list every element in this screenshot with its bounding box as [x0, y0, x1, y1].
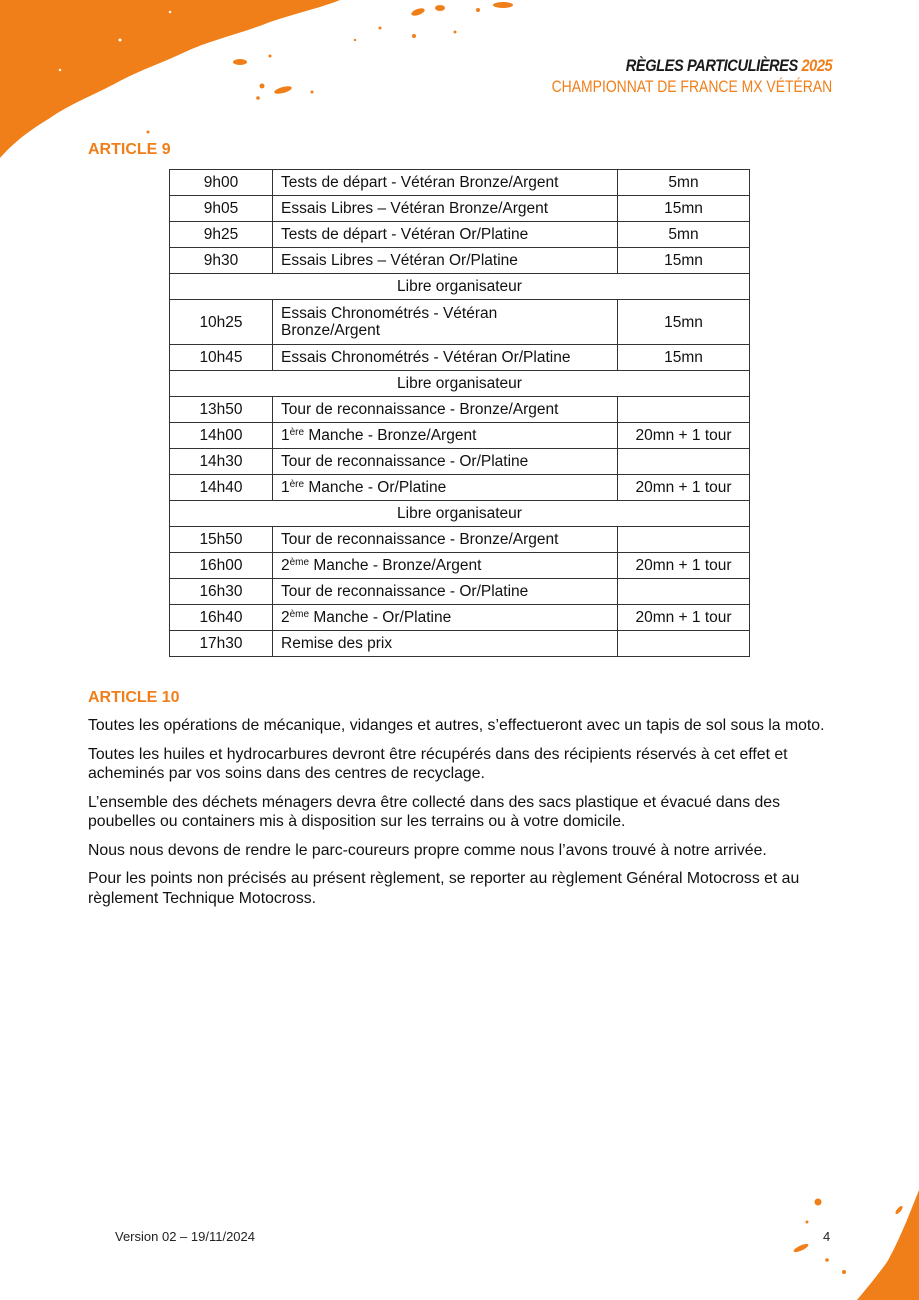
article-10-body	[88, 716, 836, 917]
description-text: Essais Libres – Vétéran Bronze/Argent	[281, 200, 549, 217]
table-row	[170, 579, 750, 605]
table-row	[170, 248, 750, 274]
schedule-table	[169, 169, 750, 657]
table-row	[170, 196, 750, 222]
table-row	[170, 345, 750, 371]
ordinal-suffix: ère	[289, 479, 305, 490]
description-text: Tour de reconnaissance - Bronze/Argent	[281, 401, 559, 418]
ordinal-suffix: ème	[289, 609, 310, 620]
duration-cell	[618, 579, 750, 605]
break-label: Libre organisateur	[170, 501, 750, 527]
article-10-heading: ARTICLE 10	[88, 689, 180, 706]
table-row-break	[170, 501, 750, 527]
table-row-break	[170, 371, 750, 397]
orange-splash-decoration	[0, 0, 520, 170]
ordinal-number: 2	[281, 557, 290, 574]
duration-cell	[618, 631, 750, 657]
description-text: Tour de reconnaissance - Or/Platine	[281, 453, 529, 470]
time-cell: 13h50	[170, 397, 273, 423]
duration-cell: 20mn + 1 tour	[618, 475, 750, 501]
time-cell: 10h25	[170, 300, 273, 345]
article-paragraph: Pour les points non précisés au présent règlement, se reporter au règlement Général Motocross et au règlement Technique Motocross.	[88, 870, 800, 907]
description-text: Essais Chronométrés - Vétéran Or/Platine	[281, 349, 571, 366]
description-text: Tests de départ - Vétéran Bronze/Argent	[281, 174, 559, 191]
document-subtitle: CHAMPIONNAT DE FRANCE MX VÉTÉRAN	[551, 77, 832, 96]
description-cell	[273, 300, 618, 345]
table-row	[170, 605, 750, 631]
time-cell: 14h30	[170, 449, 273, 475]
description-cell	[273, 631, 618, 657]
table-row	[170, 553, 750, 579]
duration-cell: 15mn	[618, 248, 750, 274]
time-cell: 9h30	[170, 248, 273, 274]
duration-cell: 15mn	[618, 300, 750, 345]
time-cell: 10h45	[170, 345, 273, 371]
table-row	[170, 527, 750, 553]
table-row	[170, 300, 750, 345]
ordinal-suffix: ème	[289, 557, 310, 568]
break-label: Libre organisateur	[170, 274, 750, 300]
duration-cell	[618, 397, 750, 423]
description-text: Essais Libres – Vétéran Or/Platine	[281, 252, 518, 269]
time-cell: 15h50	[170, 527, 273, 553]
description-text: Manche - Or/Platine	[304, 479, 447, 496]
description-cell	[273, 423, 618, 449]
description-text: Tour de reconnaissance - Bronze/Argent	[281, 531, 559, 548]
duration-cell: 20mn + 1 tour	[618, 553, 750, 579]
duration-cell: 20mn + 1 tour	[618, 423, 750, 449]
description-text: Manche - Or/Platine	[309, 609, 452, 626]
time-cell: 16h40	[170, 605, 273, 631]
table-row	[170, 631, 750, 657]
table-row-break	[170, 274, 750, 300]
description-cell	[273, 222, 618, 248]
document-header	[490, 56, 832, 98]
description-text: Tests de départ - Vétéran Or/Platine	[281, 226, 529, 243]
time-cell: 16h30	[170, 579, 273, 605]
document-year: 2025	[801, 56, 832, 75]
description-cell	[273, 196, 618, 222]
article-9-heading: ARTICLE 9	[88, 141, 171, 158]
duration-cell: 5mn	[618, 222, 750, 248]
table-row	[170, 222, 750, 248]
time-cell: 17h30	[170, 631, 273, 657]
document-title: RÈGLES PARTICULIÈRES 2025	[625, 56, 832, 75]
description-text: Remise des prix	[281, 635, 393, 652]
orange-splash-decoration-bottom	[749, 1190, 919, 1300]
duration-cell: 15mn	[618, 345, 750, 371]
description-cell	[273, 170, 618, 196]
ordinal-suffix: ère	[289, 427, 305, 438]
break-label: Libre organisateur	[170, 371, 750, 397]
time-cell: 14h40	[170, 475, 273, 501]
footer-version: Version 02 – 19/11/2024	[115, 1229, 255, 1244]
time-cell: 9h00	[170, 170, 273, 196]
description-cell	[273, 579, 618, 605]
description-cell	[273, 248, 618, 274]
description-cell	[273, 553, 618, 579]
table-row	[170, 449, 750, 475]
description-text: Manche - Bronze/Argent	[304, 427, 477, 444]
time-cell: 9h05	[170, 196, 273, 222]
duration-cell	[618, 449, 750, 475]
description-cell	[273, 449, 618, 475]
time-cell: 14h00	[170, 423, 273, 449]
duration-cell: 15mn	[618, 196, 750, 222]
description-text: Essais Chronométrés - Vétéran Bronze/Argent	[281, 305, 498, 339]
duration-cell	[618, 527, 750, 553]
page-number: 4	[823, 1229, 831, 1244]
table-row	[170, 170, 750, 196]
ordinal-number: 2	[281, 609, 290, 626]
article-paragraph: Toutes les opérations de mécanique, vidanges et autres, s’effectueront avec un tapis de sol sous la moto.	[88, 717, 825, 734]
ordinal-number: 1	[281, 427, 290, 444]
article-paragraph: L’ensemble des déchets ménagers devra être collecté dans des sacs plastique et évacué dans des poubelles ou containers mis à disposition sur les terrains ou à votre domicile.	[88, 793, 780, 830]
ordinal-number: 1	[281, 479, 290, 496]
description-text: Tour de reconnaissance - Or/Platine	[281, 583, 529, 600]
time-cell: 9h25	[170, 222, 273, 248]
description-cell	[273, 605, 618, 631]
duration-cell: 20mn + 1 tour	[618, 605, 750, 631]
time-cell: 16h00	[170, 553, 273, 579]
article-paragraph: Toutes les huiles et hydrocarbures devront être récupérés dans des récipients réservés à cet effet et acheminés par vos soins dans des centres de recyclage.	[88, 745, 788, 782]
article-paragraph: Nous nous devons de rendre le parc-coureurs propre comme nous l’avons trouvé à notre arrivée.	[88, 841, 767, 859]
description-cell	[273, 475, 618, 501]
description-cell	[273, 345, 618, 371]
table-row	[170, 423, 750, 449]
description-cell	[273, 397, 618, 423]
duration-cell: 5mn	[618, 170, 750, 196]
table-row	[170, 397, 750, 423]
table-row	[170, 475, 750, 501]
description-cell	[273, 527, 618, 553]
description-text: Manche - Bronze/Argent	[309, 557, 482, 574]
